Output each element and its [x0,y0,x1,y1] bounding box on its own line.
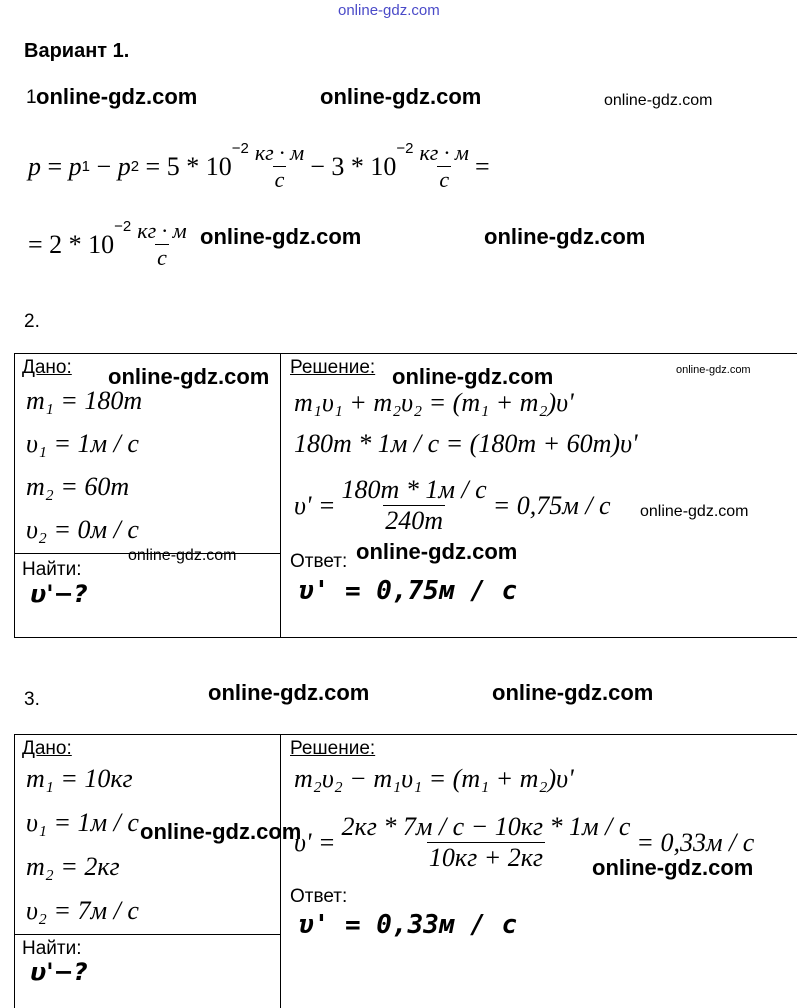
find-value: υ'−? [30,958,88,986]
find-value: υ'−? [30,580,88,608]
table-border [14,934,280,935]
table-border [14,353,15,638]
watermark: online-gdz.com [108,364,270,389]
fraction-denominator: 10кг + 2кг [428,843,544,872]
solution-fraction-line: υ' = $\frac{2кг * 7м / с - 10кг * 1м / с}{10кг + 2кг}$ = 0,33м / с [294,812,755,872]
answer-label: Ответ: [290,551,348,572]
given-line: υ₂ = 7м / с [26,896,139,925]
solution-fraction-line: υ' = $\frac{180т * 1м / с}{240т}$ = 0,75м / с [294,475,611,535]
table-border [14,353,797,354]
watermark: online-gdz.com [592,855,754,880]
find-label: Найти: [22,938,82,959]
watermark: online-gdz.com [492,680,654,705]
answer-label: Ответ: [290,886,348,907]
given-label: Дано: [22,738,72,759]
watermark: online-gdz.com [484,224,646,249]
variant-title: Вариант 1. [24,40,130,62]
fraction-numerator: 180т * 1м / с [341,475,487,504]
solution-label: Решение: [290,738,376,759]
problem-1-equation-line1: p = p 1 − p 2 = 5 * 10 −2 $\frac{кг \cdot м}{с}$ − 3 * 10 −2 $\frac{кг \cdot м}{с}$ = [28,140,490,192]
watermark: online-gdz.com [36,84,198,109]
watermark: online-gdz.com [200,224,362,249]
fraction-denominator: 240т [385,506,443,535]
header-watermark: online-gdz.com [338,2,440,19]
table-border [14,734,797,735]
given-line: m₂ = 2кг [26,852,120,881]
problem-1-equation-line2: = 2 * 10 −2 $\frac{кг \cdot м}{с}$ [28,218,187,270]
watermark: online-gdz.com [140,819,302,844]
problem-1-number: 1 [26,87,37,108]
solution-line: m₁υ₁ + m₂υ₂ = (m₁ + m₂)υ' [294,388,574,417]
watermark: online-gdz.com [676,364,751,376]
problem-2-number: 2. [24,311,40,332]
watermark: online-gdz.com [640,503,749,520]
watermark: online-gdz.com [128,547,237,564]
solution-label: Решение: [290,357,376,378]
watermark: online-gdz.com [392,364,554,389]
watermark: online-gdz.com [320,84,482,109]
given-line: m₂ = 60т [26,472,130,501]
fraction-numerator: 2кг * 7м / с − 10кг * 1м / с [341,812,631,841]
given-line: υ₁ = 1м / с [26,808,139,837]
given-line: υ₁ = 1м / с [26,429,139,458]
table-border [280,734,281,1008]
solution-line: 180т * 1м / с = (180т + 60т)υ' [294,429,638,458]
watermark: online-gdz.com [208,680,370,705]
find-label: Найти: [22,559,82,580]
table-border [14,637,797,638]
watermark: online-gdz.com [604,92,713,109]
table-border [280,353,281,638]
given-label: Дано: [22,357,72,378]
result-value: = 0,33м / с [636,827,755,857]
solution-line: m₂υ₂ − m₁υ₁ = (m₁ + m₂)υ' [294,764,574,793]
table-border [14,734,15,1008]
answer-value: υ' = 0,75м / с [298,576,518,606]
answer-value: υ' = 0,33м / с [298,910,518,940]
given-line: υ₂ = 0м / с [26,515,139,544]
result-value: = 0,75м / с [492,490,611,520]
watermark: online-gdz.com [356,539,518,564]
given-line: m₁ = 10кг [26,764,133,793]
given-line: m₁ = 180т [26,386,143,415]
problem-3-number: 3. [24,689,40,710]
